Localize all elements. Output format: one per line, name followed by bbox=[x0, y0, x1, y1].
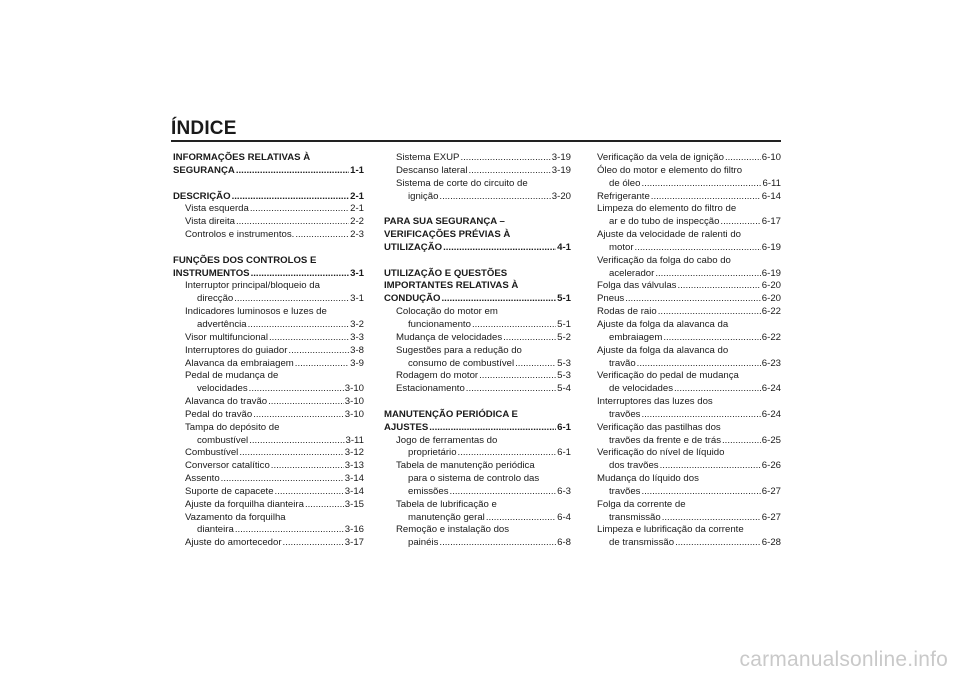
toc-entry-label: Ajuste da folga da alavanca da bbox=[597, 318, 729, 330]
toc-page-number: 6-20 bbox=[761, 280, 781, 292]
dot-leader bbox=[625, 293, 761, 306]
toc-spacer bbox=[384, 255, 571, 268]
dot-leader bbox=[655, 268, 760, 281]
toc-page-number: 5-1 bbox=[557, 318, 571, 330]
toc-entry-label: Verificação do pedal de mudança bbox=[597, 370, 739, 382]
toc-entry[interactable] bbox=[384, 512, 571, 525]
toc-entry-label: SEGURANÇA bbox=[173, 164, 235, 176]
dot-leader bbox=[268, 396, 344, 409]
dot-leader bbox=[250, 203, 349, 216]
toc-entry[interactable] bbox=[597, 306, 781, 319]
toc-entry-label: manutenção geral bbox=[408, 511, 485, 523]
toc-page-number: 3-3 bbox=[350, 331, 364, 343]
toc-column-3 bbox=[597, 152, 781, 550]
dot-leader bbox=[248, 319, 350, 332]
toc-page-number: 6-27 bbox=[761, 511, 781, 523]
toc-entry-label: Pedal do travão bbox=[185, 408, 253, 420]
toc-entry[interactable] bbox=[173, 358, 364, 371]
toc-entry[interactable] bbox=[597, 242, 781, 255]
toc-spacer bbox=[173, 242, 364, 255]
toc-section-heading bbox=[384, 268, 571, 281]
toc-entry[interactable] bbox=[173, 499, 364, 512]
toc-entry-label: Colocação do motor em bbox=[396, 306, 498, 318]
toc-entry-label: Interruptor principal/bloqueio da bbox=[185, 280, 320, 292]
toc-entry[interactable] bbox=[597, 358, 781, 371]
toc-entry-label: ignição bbox=[408, 190, 439, 202]
toc-entry-label: funcionamento bbox=[408, 318, 471, 330]
dot-leader bbox=[722, 435, 761, 448]
toc-page-number: 6-20 bbox=[761, 293, 781, 305]
toc-entry-label: Estacionamento bbox=[396, 383, 465, 395]
toc-entry bbox=[597, 229, 781, 242]
toc-entry-label: ar e do tubo de inspecção bbox=[609, 216, 720, 228]
dot-leader bbox=[442, 293, 557, 306]
dot-leader bbox=[271, 460, 344, 473]
toc-entry-label: transmissão bbox=[609, 511, 661, 523]
dot-leader bbox=[479, 370, 556, 383]
toc-entry[interactable] bbox=[597, 268, 781, 281]
toc-page-number: 3-19 bbox=[551, 152, 571, 163]
toc-entry[interactable] bbox=[597, 435, 781, 448]
toc-entry-label: Verificação do nível de líquido bbox=[597, 447, 725, 459]
toc-entry-label: Folga da corrente de bbox=[597, 498, 686, 510]
toc-entry[interactable] bbox=[597, 332, 781, 345]
toc-entry-label: emissões bbox=[408, 485, 449, 497]
toc-entry[interactable] bbox=[173, 216, 364, 229]
dot-leader bbox=[635, 242, 761, 255]
toc-entry-label: PARA SUA SEGURANÇA – bbox=[384, 216, 505, 228]
dot-leader bbox=[275, 486, 344, 499]
dot-leader bbox=[249, 383, 344, 396]
toc-entry[interactable] bbox=[384, 165, 571, 178]
toc-entry-label: Assento bbox=[185, 473, 220, 485]
toc-page-number: 3-13 bbox=[344, 460, 364, 472]
toc-entry-label: Tabela de lubrificação e bbox=[396, 498, 497, 510]
toc-entry bbox=[597, 319, 781, 332]
toc-entry bbox=[384, 178, 571, 191]
toc-page-number: 6-23 bbox=[761, 357, 781, 369]
toc-page-number: 6-10 bbox=[761, 152, 781, 163]
toc-page-number: 6-8 bbox=[557, 537, 571, 549]
toc-entry[interactable] bbox=[173, 229, 364, 242]
toc-section-heading[interactable] bbox=[173, 268, 364, 281]
toc-entry-label: Visor multifuncional bbox=[185, 331, 269, 343]
toc-entry bbox=[597, 370, 781, 383]
toc-page-number: 6-22 bbox=[761, 331, 781, 343]
toc-entry-label: Descanso lateral bbox=[396, 164, 468, 176]
toc-page-number: 6-14 bbox=[761, 190, 781, 202]
toc-entry bbox=[173, 370, 364, 383]
dot-leader bbox=[466, 383, 556, 396]
toc-entry-label: Vista direita bbox=[185, 216, 235, 228]
toc-entry-label: dos travões bbox=[609, 460, 659, 472]
toc-entry[interactable] bbox=[173, 203, 364, 216]
toc-entry-label: Rodagem do motor bbox=[396, 370, 479, 382]
toc-page-number: 5-3 bbox=[557, 370, 571, 382]
toc-entry[interactable] bbox=[173, 486, 364, 499]
toc-entry-label: motor bbox=[609, 241, 634, 253]
dot-leader bbox=[234, 293, 349, 306]
dot-leader bbox=[468, 165, 550, 178]
dot-leader bbox=[295, 358, 349, 371]
toc-entry-label: para o sistema de controlo das bbox=[408, 473, 540, 485]
dot-leader bbox=[663, 332, 760, 345]
toc-entry bbox=[597, 499, 781, 512]
toc-page-number: 6-19 bbox=[761, 267, 781, 279]
toc-entry[interactable] bbox=[597, 178, 781, 191]
toc-entry-label: Tampa do depósito de bbox=[185, 421, 280, 433]
toc-entry-label: Ajuste do amortecedor bbox=[185, 537, 282, 549]
dot-leader bbox=[515, 358, 556, 371]
toc-entry-label: Mudança do líquido dos bbox=[597, 473, 699, 485]
dot-leader bbox=[720, 216, 760, 229]
toc-page-number: 6-26 bbox=[761, 460, 781, 472]
dot-leader bbox=[439, 191, 550, 204]
toc-page-number: 3-11 bbox=[345, 434, 364, 446]
toc-entry bbox=[597, 396, 781, 409]
toc-entry-label: embraiagem bbox=[609, 331, 663, 343]
toc-page-number: 1-1 bbox=[350, 164, 364, 176]
toc-entry-label: CONDUÇÃO bbox=[384, 293, 441, 305]
toc-entry-label: Ajuste da velocidade de ralenti do bbox=[597, 229, 742, 241]
toc-page-number: 2-3 bbox=[350, 229, 364, 241]
toc-page-number: 6-17 bbox=[761, 216, 781, 228]
toc-entry-label: Mudança de velocidades bbox=[396, 331, 503, 343]
toc-entry-label: INSTRUMENTOS bbox=[173, 267, 250, 279]
toc-page-number: 6-27 bbox=[761, 485, 781, 497]
toc-page-number: 6-3 bbox=[557, 485, 571, 497]
toc-entry[interactable] bbox=[173, 345, 364, 358]
toc-section-heading bbox=[384, 216, 571, 229]
toc-entry-label: proprietário bbox=[408, 447, 457, 459]
toc-entry-label: Combustível bbox=[185, 447, 239, 459]
toc-entry-label: Ajuste da folga da alavanca do bbox=[597, 344, 729, 356]
toc-entry bbox=[384, 435, 571, 448]
toc-page-number: 6-22 bbox=[761, 306, 781, 318]
dot-leader bbox=[677, 280, 760, 293]
toc-entry-label: combustível bbox=[197, 434, 249, 446]
dot-leader bbox=[236, 165, 349, 178]
toc-column-1 bbox=[173, 152, 364, 550]
page-title: ÍNDICE bbox=[171, 118, 237, 139]
toc-entry[interactable] bbox=[597, 486, 781, 499]
toc-section-heading[interactable] bbox=[173, 191, 364, 204]
dot-leader bbox=[283, 537, 344, 550]
toc-entry-label: IMPORTANTES RELATIVAS À bbox=[384, 280, 519, 292]
toc-entry[interactable] bbox=[384, 447, 571, 460]
toc-entry[interactable] bbox=[384, 486, 571, 499]
toc-entry-label: travão bbox=[609, 357, 636, 369]
toc-page-number: 6-11 bbox=[762, 177, 781, 189]
toc-page-number: 2-1 bbox=[350, 190, 364, 202]
toc-entry[interactable] bbox=[173, 460, 364, 473]
toc-section-heading bbox=[384, 409, 571, 422]
toc-entry[interactable] bbox=[384, 537, 571, 550]
toc-entry-label: VERIFICAÇÕES PRÉVIAS À bbox=[384, 229, 511, 241]
toc-entry[interactable] bbox=[384, 152, 571, 165]
dot-leader bbox=[725, 152, 761, 165]
toc-entry[interactable] bbox=[173, 396, 364, 409]
toc-page-number: 5-3 bbox=[557, 357, 571, 369]
dot-leader bbox=[486, 512, 556, 525]
toc-entry-label: UTILIZAÇÃO E QUESTÕES bbox=[384, 267, 508, 279]
dot-leader bbox=[439, 537, 556, 550]
dot-leader bbox=[472, 319, 556, 332]
toc-entry[interactable] bbox=[597, 191, 781, 204]
toc-section-heading[interactable] bbox=[384, 293, 571, 306]
toc-page-number: 3-19 bbox=[551, 164, 571, 176]
toc-entry-label: travões bbox=[609, 408, 641, 420]
toc-entry-label: velocidades bbox=[197, 383, 248, 395]
toc-page-number: 6-4 bbox=[557, 511, 571, 523]
toc-page-number: 6-19 bbox=[761, 241, 781, 253]
toc-entry bbox=[597, 524, 781, 537]
toc-entry-label: painéis bbox=[408, 537, 439, 549]
toc-page-number: 3-10 bbox=[344, 408, 364, 420]
toc-entry-label: Verificação das pastilhas dos bbox=[597, 421, 721, 433]
toc-entry bbox=[597, 345, 781, 358]
dot-leader bbox=[235, 524, 344, 537]
dot-leader bbox=[239, 447, 343, 460]
toc-entry[interactable] bbox=[173, 447, 364, 460]
toc-entry bbox=[384, 499, 571, 512]
toc-entry-label: UTILIZAÇÃO bbox=[384, 241, 443, 253]
toc-entry-label: INFORMAÇÕES RELATIVAS À bbox=[173, 152, 311, 163]
toc-entry[interactable] bbox=[173, 383, 364, 396]
toc-entry-label: AJUSTES bbox=[384, 421, 429, 433]
toc-section-heading[interactable] bbox=[384, 422, 571, 435]
toc-entry bbox=[173, 512, 364, 525]
dot-leader bbox=[458, 447, 557, 460]
toc-page-number: 6-24 bbox=[761, 408, 781, 420]
toc-page-number: 4-1 bbox=[557, 241, 571, 253]
toc-entry-label: direcção bbox=[197, 293, 234, 305]
toc-entry bbox=[173, 306, 364, 319]
toc-spacer bbox=[173, 178, 364, 191]
dot-leader bbox=[429, 422, 556, 435]
toc-section-heading bbox=[173, 255, 364, 268]
toc-entry-label: Rodas de raio bbox=[597, 306, 657, 318]
toc-spacer bbox=[384, 396, 571, 409]
toc-entry bbox=[384, 345, 571, 358]
toc-page-number: 5-4 bbox=[557, 383, 571, 395]
toc-entry-label: advertência bbox=[197, 318, 247, 330]
toc-entry-label: dianteira bbox=[197, 524, 234, 536]
dot-leader bbox=[503, 332, 556, 345]
toc-entry-label: acelerador bbox=[609, 267, 655, 279]
toc-entry[interactable] bbox=[384, 370, 571, 383]
toc-page-number: 3-14 bbox=[344, 473, 364, 485]
toc-entry[interactable] bbox=[173, 409, 364, 422]
toc-entry-label: Suporte de capacete bbox=[185, 485, 274, 497]
toc-entry-label: Indicadores luminosos e luzes de bbox=[185, 306, 327, 318]
dot-leader bbox=[651, 191, 761, 204]
toc-entry bbox=[384, 473, 571, 486]
dot-leader bbox=[253, 409, 344, 422]
toc-entry-label: Folga das válvulas bbox=[597, 280, 677, 292]
toc-entry[interactable] bbox=[384, 383, 571, 396]
toc-entry bbox=[597, 165, 781, 178]
toc-entry[interactable] bbox=[384, 191, 571, 204]
toc-entry bbox=[597, 203, 781, 216]
dot-leader bbox=[460, 152, 550, 165]
dot-leader bbox=[269, 332, 349, 345]
toc-entry-label: FUNÇÕES DOS CONTROLOS E bbox=[173, 254, 317, 266]
toc-entry-label: Alavanca da embraiagem bbox=[185, 357, 294, 369]
toc-entry[interactable] bbox=[597, 280, 781, 293]
toc-entry-label: Óleo do motor e elemento do filtro bbox=[597, 164, 743, 176]
toc-entry[interactable] bbox=[597, 383, 781, 396]
dot-leader bbox=[637, 358, 761, 371]
toc-entry-label: de óleo bbox=[609, 177, 641, 189]
toc-page-number: 3-1 bbox=[350, 267, 364, 279]
dot-leader bbox=[295, 229, 349, 242]
toc-entry[interactable] bbox=[173, 332, 364, 345]
toc-entry-label: Tabela de manutenção periódica bbox=[396, 460, 535, 472]
toc-entry bbox=[597, 255, 781, 268]
toc-entry-label: Vazamento da forquilha bbox=[185, 511, 286, 523]
toc-entry-label: consumo de combustível bbox=[408, 357, 515, 369]
watermark: carmanualsonline.info bbox=[739, 648, 948, 671]
toc-entry[interactable] bbox=[173, 473, 364, 486]
toc-page-number: 6-28 bbox=[761, 537, 781, 549]
toc-entry-label: Sugestões para a redução do bbox=[396, 344, 522, 356]
toc-page-number: 3-20 bbox=[551, 190, 571, 202]
dot-leader bbox=[443, 242, 556, 255]
toc-entry[interactable] bbox=[173, 293, 364, 306]
toc-entry-label: travões da frente e de trás bbox=[609, 434, 721, 446]
toc-spacer bbox=[384, 203, 571, 216]
toc-entry-label: Vista esquerda bbox=[185, 203, 249, 215]
toc-page-number: 6-24 bbox=[761, 383, 781, 395]
dot-leader bbox=[674, 383, 761, 396]
toc-entry[interactable] bbox=[597, 216, 781, 229]
toc-entry bbox=[597, 422, 781, 435]
dot-leader bbox=[675, 537, 761, 550]
toc-entry-label: Verificação da vela de ignição bbox=[597, 152, 724, 163]
toc-entry[interactable] bbox=[173, 537, 364, 550]
toc-entry bbox=[597, 447, 781, 460]
toc-entry[interactable] bbox=[597, 293, 781, 306]
toc-entry bbox=[173, 280, 364, 293]
toc-entry[interactable] bbox=[173, 435, 364, 448]
toc-section-heading[interactable] bbox=[173, 165, 364, 178]
dot-leader bbox=[249, 435, 344, 448]
toc-entry-label: Limpeza e lubrificação da corrente bbox=[597, 524, 744, 536]
toc-entry-label: Refrigerante bbox=[597, 190, 650, 202]
toc-entry[interactable] bbox=[173, 524, 364, 537]
toc-entry bbox=[173, 422, 364, 435]
toc-entry-label: de velocidades bbox=[609, 383, 674, 395]
toc-entry-label: Limpeza do elemento do filtro de bbox=[597, 203, 737, 215]
dot-leader bbox=[641, 178, 761, 191]
toc-page-number: 3-2 bbox=[350, 318, 364, 330]
toc-column-2 bbox=[384, 152, 571, 550]
toc-page-number: 3-1 bbox=[350, 293, 364, 305]
toc-page-number: 3-15 bbox=[344, 498, 364, 510]
dot-leader bbox=[660, 460, 761, 473]
toc-page-number: 3-17 bbox=[344, 537, 364, 549]
dot-leader bbox=[251, 268, 350, 281]
toc-entry-label: MANUTENÇÃO PERIÓDICA E bbox=[384, 408, 518, 420]
toc-entry-label: Sistema de corte do circuito de bbox=[396, 177, 528, 189]
toc-page-number: 2-2 bbox=[350, 216, 364, 228]
toc-entry-label: Pedal de mudança de bbox=[185, 370, 279, 382]
toc-entry[interactable] bbox=[597, 152, 781, 165]
toc-entry[interactable] bbox=[384, 332, 571, 345]
toc-entry-label: Sistema EXUP bbox=[396, 152, 460, 163]
toc-entry bbox=[384, 460, 571, 473]
toc-entry-label: Alavanca do travão bbox=[185, 396, 268, 408]
toc-entry[interactable] bbox=[173, 319, 364, 332]
toc-page-number: 2-1 bbox=[350, 203, 364, 215]
toc-page-number: 6-1 bbox=[557, 447, 571, 459]
toc-page-number: 3-10 bbox=[344, 383, 364, 395]
toc-entry[interactable] bbox=[597, 460, 781, 473]
toc-entry bbox=[384, 306, 571, 319]
title-underline bbox=[171, 140, 781, 142]
toc-entry-label: Controlos e instrumentos. bbox=[185, 229, 295, 241]
toc-entry-label: Remoção e instalação dos bbox=[396, 524, 510, 536]
toc-entry bbox=[384, 524, 571, 537]
toc-section-heading bbox=[384, 280, 571, 293]
toc-entry-label: DESCRIÇÃO bbox=[173, 190, 231, 202]
dot-leader bbox=[232, 191, 350, 204]
toc-entry-label: Pneus bbox=[597, 293, 625, 305]
toc-entry-label: Ajuste da forquilha dianteira bbox=[185, 498, 304, 510]
toc-entry[interactable] bbox=[597, 537, 781, 550]
toc-page-number: 3-9 bbox=[350, 357, 364, 369]
toc-page-number: 3-8 bbox=[350, 344, 364, 356]
toc-page-number: 3-16 bbox=[344, 524, 364, 536]
toc-entry-label: travões bbox=[609, 485, 641, 497]
dot-leader bbox=[658, 306, 761, 319]
toc-section-heading bbox=[384, 229, 571, 242]
toc-section-heading[interactable] bbox=[384, 242, 571, 255]
toc-entry-label: Verificação da folga do cabo do bbox=[597, 254, 731, 266]
toc-page-number: 6-25 bbox=[761, 434, 781, 446]
toc-section-heading bbox=[173, 152, 364, 165]
toc-entry[interactable] bbox=[384, 319, 571, 332]
toc-page-number: 5-1 bbox=[557, 293, 571, 305]
toc-page-number: 3-14 bbox=[344, 485, 364, 497]
dot-leader bbox=[236, 216, 349, 229]
toc-entry-label: Interruptores do guiador bbox=[185, 344, 288, 356]
toc-page-number: 6-1 bbox=[557, 421, 571, 433]
toc-page-number: 5-2 bbox=[557, 331, 571, 343]
toc-entry bbox=[597, 473, 781, 486]
dot-leader bbox=[662, 512, 761, 525]
toc-entry[interactable] bbox=[384, 358, 571, 371]
toc-entry[interactable] bbox=[597, 409, 781, 422]
dot-leader bbox=[641, 409, 760, 422]
toc-page-number: 3-10 bbox=[344, 396, 364, 408]
dot-leader bbox=[450, 486, 557, 499]
dot-leader bbox=[221, 473, 344, 486]
toc-entry-label: de transmissão bbox=[609, 537, 675, 549]
dot-leader bbox=[305, 499, 344, 512]
dot-leader bbox=[641, 486, 760, 499]
toc-entry-label: Interruptores das luzes dos bbox=[597, 396, 713, 408]
toc-entry-label: Conversor catalítico bbox=[185, 460, 270, 472]
toc-page-number: 3-12 bbox=[344, 447, 364, 459]
toc-entry[interactable] bbox=[597, 512, 781, 525]
dot-leader bbox=[288, 345, 349, 358]
toc-entry-label: Jogo de ferramentas do bbox=[396, 434, 498, 446]
